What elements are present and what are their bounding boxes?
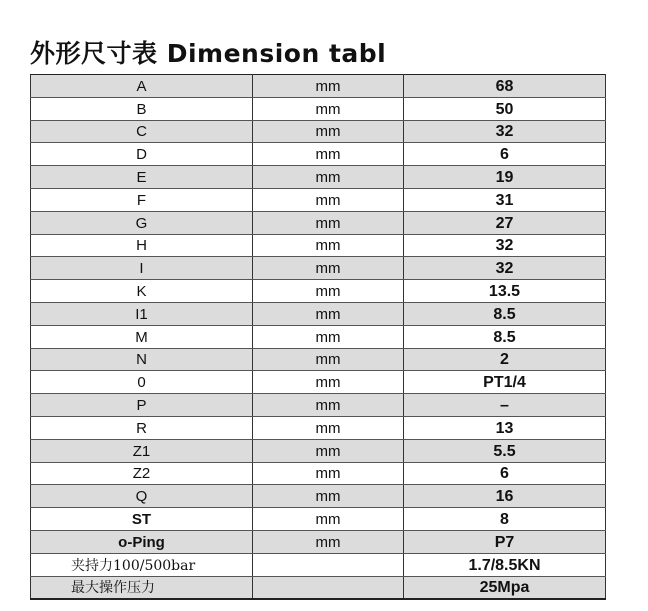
dimension-name: I1 [31, 302, 253, 325]
dimension-value: 25Mpa [404, 576, 606, 599]
table-row [31, 257, 606, 280]
dimension-unit: mm [253, 416, 404, 439]
dimension-value: 13 [404, 416, 606, 439]
dimension-name: A [31, 75, 253, 98]
table-row [31, 462, 606, 485]
dimension-name: H [31, 234, 253, 257]
table-row [31, 75, 606, 98]
table-row [31, 530, 606, 553]
dimension-value: 27 [404, 211, 606, 234]
dimension-unit [253, 576, 404, 599]
dimension-value: 32 [404, 120, 606, 143]
table-row [31, 302, 606, 325]
table-row [31, 166, 606, 189]
table-row [31, 325, 606, 348]
dimension-name: F [31, 188, 253, 211]
dimension-unit: mm [253, 348, 404, 371]
table-row [31, 280, 606, 303]
dimension-name: C [31, 120, 253, 143]
dimension-name: Z1 [31, 439, 253, 462]
dimension-unit [253, 553, 404, 576]
dimension-unit: mm [253, 211, 404, 234]
table-row [31, 211, 606, 234]
table-row [31, 188, 606, 211]
dimension-value: 2 [404, 348, 606, 371]
dimension-value: 16 [404, 485, 606, 508]
dimension-unit: mm [253, 508, 404, 531]
table-row [31, 439, 606, 462]
dimension-value: – [404, 394, 606, 417]
dimension-name: P [31, 394, 253, 417]
dimension-value: 8 [404, 508, 606, 531]
dimension-unit: mm [253, 371, 404, 394]
dimension-unit: mm [253, 530, 404, 553]
dimension-unit: mm [253, 394, 404, 417]
dimension-unit: mm [253, 97, 404, 120]
table-row [31, 120, 606, 143]
dimension-value: 32 [404, 234, 606, 257]
dimension-value: P7 [404, 530, 606, 553]
table-row [31, 576, 606, 599]
table-row [31, 508, 606, 531]
dimension-name: Z2 [31, 462, 253, 485]
dimension-value: 68 [404, 75, 606, 98]
dimension-unit: mm [253, 75, 404, 98]
dimension-value: 5.5 [404, 439, 606, 462]
dimension-table [30, 74, 606, 600]
dimension-value: 31 [404, 188, 606, 211]
dimension-value: 6 [404, 462, 606, 485]
dimension-name: o-Ping [31, 530, 253, 553]
dimension-name: M [31, 325, 253, 348]
dimension-name: K [31, 280, 253, 303]
dimension-name: B [31, 97, 253, 120]
dimension-value: PT1/4 [404, 371, 606, 394]
dimension-name: E [31, 166, 253, 189]
dimension-unit: mm [253, 188, 404, 211]
table-row [31, 234, 606, 257]
dimension-name: 最大操作压力 [31, 576, 253, 599]
dimension-name: Q [31, 485, 253, 508]
dimension-unit: mm [253, 485, 404, 508]
dimension-unit: mm [253, 280, 404, 303]
dimension-unit: mm [253, 325, 404, 348]
dimension-value: 8.5 [404, 325, 606, 348]
dimension-unit: mm [253, 120, 404, 143]
dimension-name: N [31, 348, 253, 371]
dimension-value: 1.7/8.5KN [404, 553, 606, 576]
dimension-unit: mm [253, 302, 404, 325]
dimension-unit: mm [253, 234, 404, 257]
dimension-name: R [31, 416, 253, 439]
dimension-value: 6 [404, 143, 606, 166]
dimension-name: 夹持力100/500bar [31, 553, 253, 576]
dimension-unit: mm [253, 439, 404, 462]
page-title: 外形尺寸表 Dimension tabl [30, 39, 387, 68]
table-row [31, 143, 606, 166]
dimension-value: 13.5 [404, 280, 606, 303]
table-row [31, 97, 606, 120]
dimension-unit: mm [253, 166, 404, 189]
dimension-name: ST [31, 508, 253, 531]
dimension-name: G [31, 211, 253, 234]
dimension-name: D [31, 143, 253, 166]
dimension-value: 19 [404, 166, 606, 189]
dimension-name: 0 [31, 371, 253, 394]
dimension-unit: mm [253, 143, 404, 166]
dimension-unit: mm [253, 462, 404, 485]
dimension-name: I [31, 257, 253, 280]
dimension-value: 32 [404, 257, 606, 280]
table-row [31, 485, 606, 508]
table-row [31, 416, 606, 439]
table-row [31, 371, 606, 394]
dimension-unit: mm [253, 257, 404, 280]
table-row [31, 394, 606, 417]
dimension-value: 50 [404, 97, 606, 120]
dimension-value: 8.5 [404, 302, 606, 325]
table-row [31, 553, 606, 576]
table-row [31, 348, 606, 371]
